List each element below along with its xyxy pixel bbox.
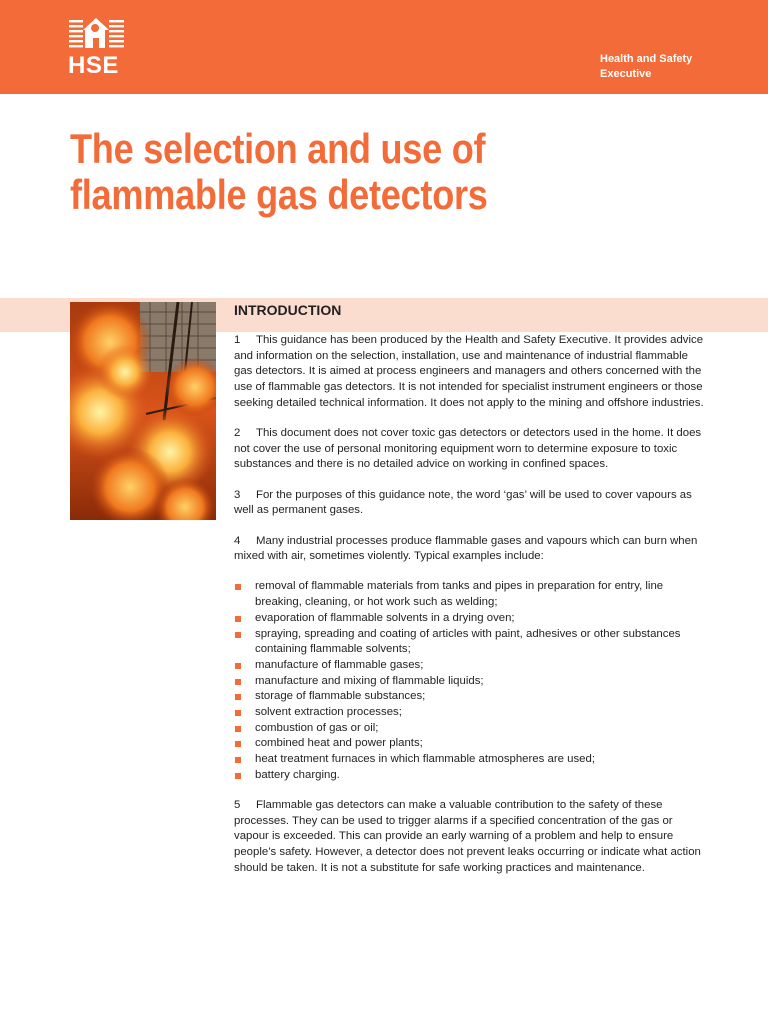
bullet-square-icon bbox=[235, 632, 241, 638]
paragraph-2 bbox=[234, 426, 704, 473]
paragraph-text: For the purposes of this guidance note, the word ‘gas’ will be used to cover vapours as well as permanent gases. bbox=[234, 488, 692, 517]
paragraph-number: 4 bbox=[234, 534, 241, 547]
list-item: manufacture of flammable gases; bbox=[234, 658, 704, 674]
list-item: heat treatment furnaces in which flammable atmospheres are used; bbox=[234, 752, 704, 768]
bullet-square-icon bbox=[235, 663, 241, 669]
list-item: storage of flammable substances; bbox=[234, 689, 704, 705]
paragraph-3 bbox=[234, 488, 704, 519]
paragraph-1 bbox=[234, 333, 704, 412]
document-title: The selection and use of flammable gas detectors bbox=[70, 125, 488, 218]
list-item: combined heat and power plants; bbox=[234, 736, 704, 752]
examples-list bbox=[234, 579, 704, 783]
paragraph-number: 3 bbox=[234, 488, 241, 501]
paragraph-number: 2 bbox=[234, 427, 241, 440]
org-name: Health and Safety Executive bbox=[600, 53, 693, 80]
bullet-square-icon bbox=[235, 726, 241, 732]
hse-wordmark: HSE bbox=[68, 52, 119, 79]
bullet-square-icon bbox=[235, 710, 241, 716]
paragraph-text: This guidance has been produced by the Health and Safety Executive. It provides advice and information on the selection, installation, use and maintenance of industrial flammable gas detectors. It is aimed at process engineers and managers and others concerned with the use of flammable gas detectors. It is not intended for specialist instrument engineers or those seeking detailed technical information. It does not apply to the mining and offshore industries. bbox=[234, 334, 704, 409]
paragraph-number: 1 bbox=[234, 334, 241, 346]
fire-photo bbox=[70, 302, 216, 520]
bullet-square-icon bbox=[235, 741, 241, 747]
list-item: solvent extraction processes; bbox=[234, 705, 704, 721]
paragraph-5 bbox=[234, 798, 704, 877]
section-heading: INTRODUCTION bbox=[234, 302, 342, 318]
paragraph-text: Many industrial processes produce flammable gases and vapours which can burn when mixed with air, sometimes violently. Typical examples include: bbox=[234, 534, 698, 563]
list-item: removal of flammable materials from tanks and pipes in preparation for entry, line breaking, cleaning, or hot work such as welding; bbox=[234, 579, 704, 610]
bullet-square-icon bbox=[235, 584, 241, 590]
paragraph-text: This document does not cover toxic gas detectors or detectors used in the home. It does not cover the use of personal monitoring equipment worn to determine exposure to toxic substances and there is no detailed advice on working in confined spaces. bbox=[234, 427, 702, 471]
bullet-square-icon bbox=[235, 773, 241, 779]
paragraph-number: 5 bbox=[234, 799, 241, 812]
paragraph-4 bbox=[234, 534, 704, 565]
bullet-square-icon bbox=[235, 679, 241, 685]
body-text bbox=[234, 333, 704, 891]
bullet-square-icon bbox=[235, 757, 241, 763]
bullet-square-icon bbox=[235, 694, 241, 700]
list-item: spraying, spreading and coating of articles with paint, adhesives or other substances containing flammable solvents; bbox=[234, 627, 704, 658]
paragraph-text: Flammable gas detectors can make a valuable contribution to the safety of these processes. They can be used to trigger alarms if a specified concentration of the gas or vapour is exceeded. This can provide an early warning of a problem and help to ensure people’s safety. However, a detector does not prevent leaks occurring or indicate what action should be taken. It is not a substitute for safe working practices and maintenance. bbox=[234, 799, 701, 874]
list-item: combustion of gas or oil; bbox=[234, 721, 704, 737]
list-item: battery charging. bbox=[234, 768, 704, 784]
list-item: evaporation of flammable solvents in a drying oven; bbox=[234, 611, 704, 627]
list-item: manufacture and mixing of flammable liquids; bbox=[234, 674, 704, 690]
bullet-square-icon bbox=[235, 616, 241, 622]
